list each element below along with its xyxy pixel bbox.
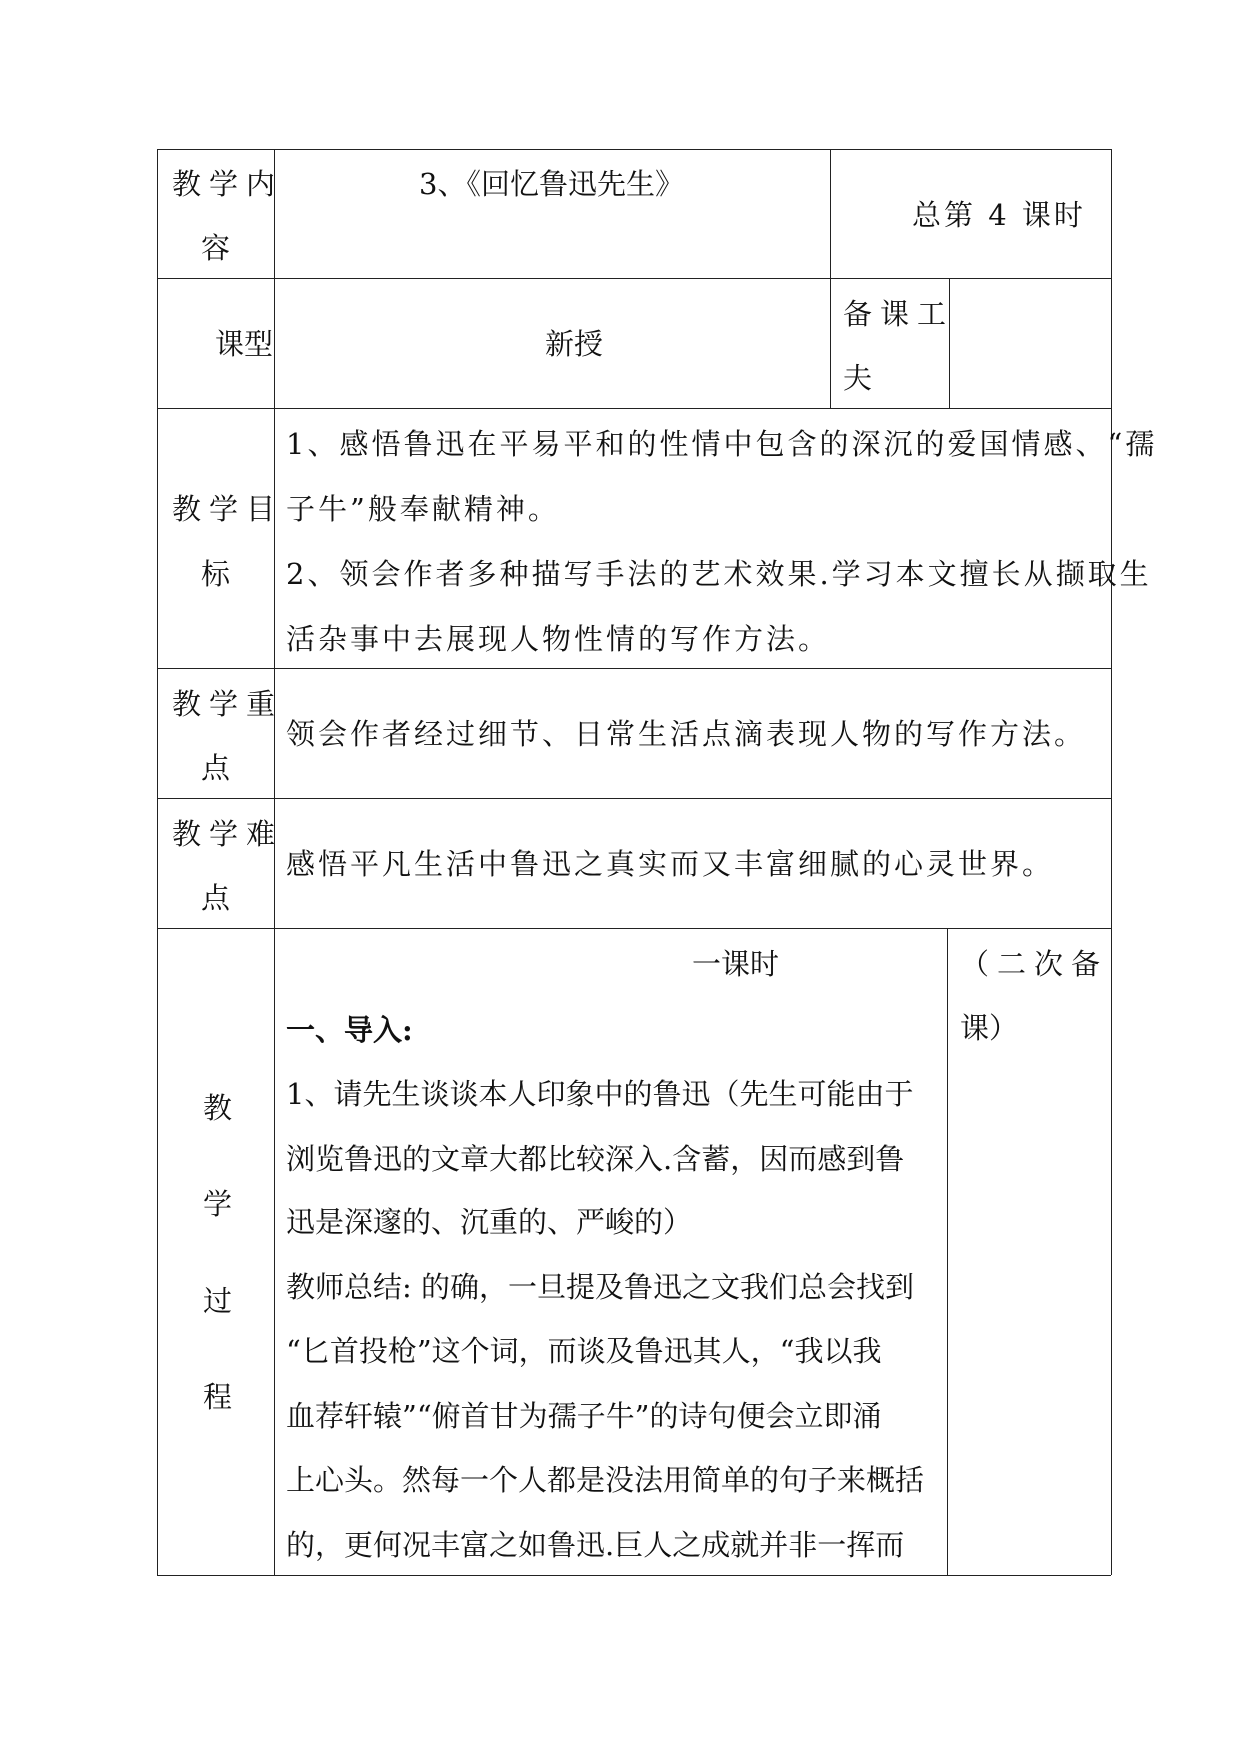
difficulties-text: 感悟平凡生活中鲁迅之真实而又丰富细腻的心灵世界。 xyxy=(286,847,1055,881)
row-divider-3 xyxy=(157,668,1111,669)
type-label: 课型 xyxy=(215,327,274,361)
process-line-8: 的，更何况丰富之如鲁迅.巨人之成就并非一挥而 xyxy=(286,1528,905,1562)
process-line-6: 血荐轩辕”“俯首甘为孺子牛”的诗句便会立即涌 xyxy=(286,1399,882,1433)
secondary-prep-line2: 课） xyxy=(960,1011,1019,1045)
prep-time-label-line1: 备课工 xyxy=(843,297,955,331)
process-line-7: 上心头。然每一个人都是没法用简单的句子来概括 xyxy=(286,1463,925,1497)
prep-time-label-line2: 夫 xyxy=(843,361,873,395)
process-line-1: 1、请先生谈谈本人印象中的鲁迅（先生可能由于 xyxy=(286,1077,914,1111)
secondary-prep-line1: （二次备 xyxy=(960,947,1109,981)
content-label-line2: 容 xyxy=(201,231,231,265)
table-border-left xyxy=(157,149,158,1575)
process-line-4: 教师总结: 的确，一旦提及鲁迅之文我们总会找到 xyxy=(286,1270,914,1304)
goals-label-line2: 标 xyxy=(201,557,231,591)
lesson-count: 总第 4 课时 xyxy=(912,198,1086,232)
goals-line-1: 1、感悟鲁迅在平易平和的性情中包含的深沉的爱国情感、“孺 xyxy=(286,427,1158,461)
period-label: 一课时 xyxy=(692,947,780,981)
content-label-line1: 教学内 xyxy=(172,167,284,201)
type-value: 新授 xyxy=(545,327,604,361)
process-line-2: 浏览鲁迅的文章大都比较深入.含蓄，因而感到鲁 xyxy=(286,1142,905,1176)
lesson-title: 3、《回忆鲁迅先生》 xyxy=(419,167,684,201)
process-line-5: “匕首投枪”这个词，而谈及鲁迅其人，“我以我 xyxy=(286,1334,882,1368)
process-label-char-3: 过 xyxy=(203,1284,233,1318)
goals-line-4: 活杂事中去展现人物性情的写作方法。 xyxy=(286,622,831,656)
key-points-text: 领会作者经过细节、日常生活点滴表现人物的写作方法。 xyxy=(286,717,1087,751)
row-divider-5 xyxy=(157,928,1111,929)
row-divider-2 xyxy=(157,408,1111,409)
process-label-char-1: 教 xyxy=(203,1091,233,1125)
header-column-divider xyxy=(830,149,831,408)
goals-line-3: 2、领会作者多种描写手法的艺术效果.学习本文擅长从撷取生 xyxy=(286,557,1152,591)
row-divider-1 xyxy=(157,278,1111,279)
key-points-label-line1: 教学重 xyxy=(172,687,284,721)
process-notes-divider xyxy=(947,928,948,1575)
process-label-char-4: 程 xyxy=(203,1380,233,1414)
difficulties-label-line2: 点 xyxy=(201,881,231,915)
process-line-3: 迅是深邃的、沉重的、严峻的） xyxy=(286,1205,693,1239)
table-border-bottom xyxy=(157,1575,1111,1576)
goals-label-line1: 教学目 xyxy=(172,492,284,526)
difficulties-label-line1: 教学难 xyxy=(172,817,284,851)
goals-line-2: 子牛”般奉献精神。 xyxy=(286,492,560,526)
label-column-divider xyxy=(274,149,275,1575)
key-points-label-line2: 点 xyxy=(201,751,231,785)
table-border-top xyxy=(157,149,1111,150)
process-label-char-2: 学 xyxy=(203,1187,233,1221)
section-heading-intro: 一、导入: xyxy=(286,1013,413,1047)
row-divider-4 xyxy=(157,798,1111,799)
table-border-right xyxy=(1111,149,1112,1575)
